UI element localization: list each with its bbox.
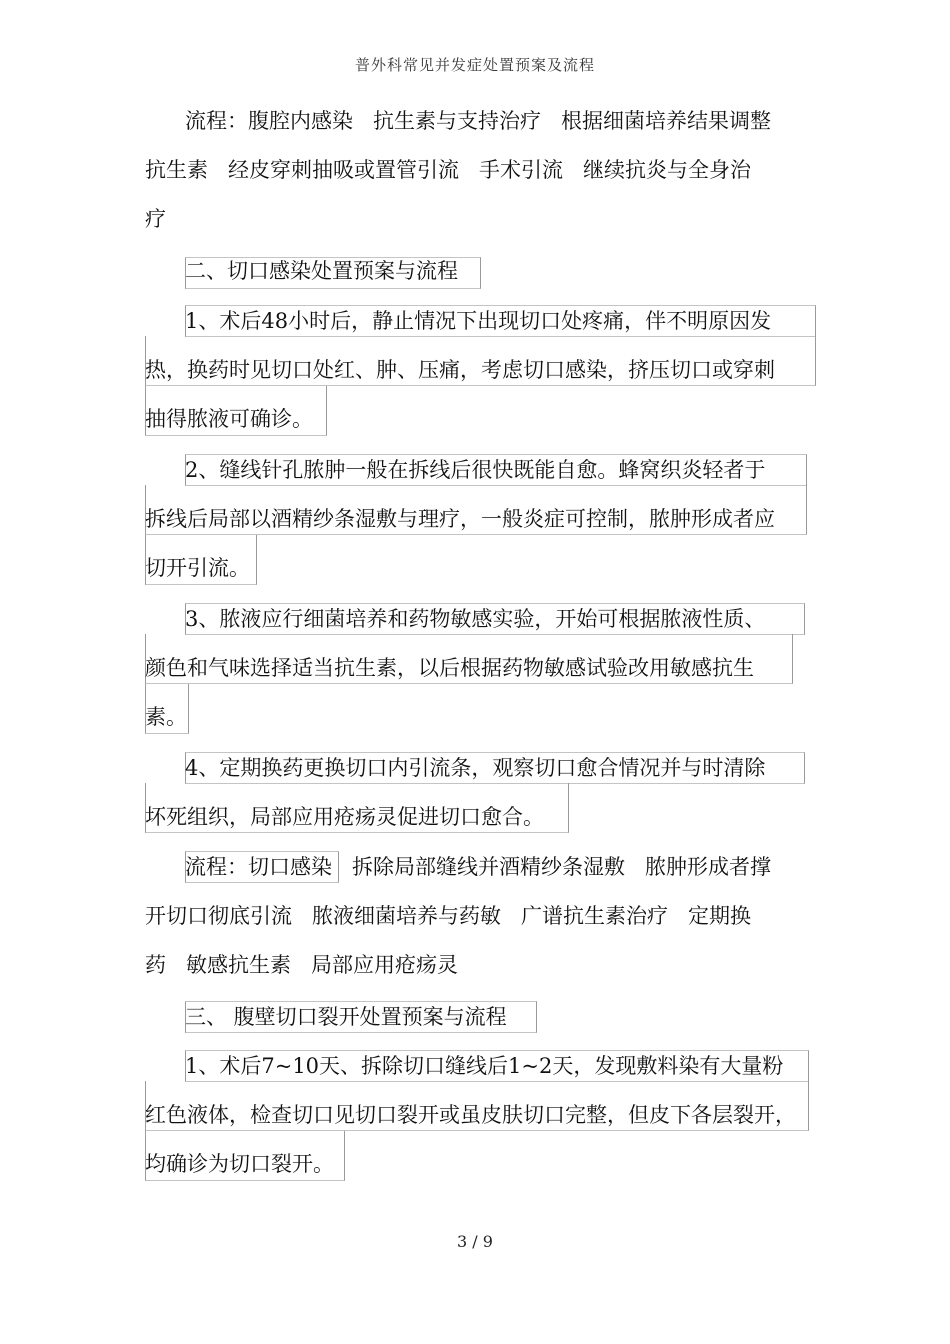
flow2-step: 开切口彻底引流 [145,904,292,928]
paragraph-line: 4、定期换药更换切口内引流条，观察切口愈合情况并与时清除 [185,756,766,780]
flow2-line-3 [145,951,458,979]
paragraph-line: 1、术后48小时后，静止情况下出现切口处疼痛，伴不明原因发 [185,309,772,333]
paragraph-line: 素。 [145,705,187,729]
paragraph-line: 颜色和气味选择适当抗生素，以后根据药物敏感试验改用敏感抗生 [145,656,754,680]
flow2-step: 药 [145,953,166,977]
paragraph-line: 切开引流。 [145,556,250,580]
paragraph-line: 坏死组织，局部应用疮疡灵促进切口愈合。 [145,805,544,829]
flow2-step: 拆除局部缝线并酒精纱条湿敷 [352,855,625,879]
paragraph-line: 均确诊为切口裂开。 [145,1152,334,1176]
flow1-line-1 [185,107,771,135]
flow2-step: 流程：切口感染 [185,855,332,879]
flow1-line-2 [145,156,751,184]
flow1-step: 抗生素与支持治疗 [373,109,541,133]
paragraph-line: 抽得脓液可确诊。 [145,407,313,431]
flow1-step: 手术引流 [479,158,563,182]
flow2-step: 脓液细菌培养与药敏 [312,904,501,928]
paragraph-line: 2、缝线针孔脓肿一般在拆线后很快既能自愈。蜂窝织炎轻者于 [185,458,766,482]
page-number: 3 / 9 [457,1232,493,1251]
flow2-step: 局部应用疮疡灵 [311,953,458,977]
flow2-line-2 [145,902,751,930]
section-heading: 三、 腹壁切口裂开处置预案与流程 [185,1005,507,1029]
flow1-step: 继续抗炎与全身治 [583,158,751,182]
paragraph-line: 1、术后7~10天、拆除切口缝线后1~2天，发现敷料染有大量粉 [185,1054,784,1078]
flow1-line-3: 疗 [145,207,166,231]
paragraph-line: 3、脓液应行细菌培养和药物敏感实验，开始可根据脓液性质、 [185,607,766,631]
section-heading: 二、切口感染处置预案与流程 [185,259,458,283]
flow1-step: 抗生素 [145,158,208,182]
flow1-step: 经皮穿刺抽吸或置管引流 [228,158,459,182]
flow2-step: 脓肿形成者撑 [645,855,771,879]
paragraph-line: 拆线后局部以酒精纱条湿敷与理疗，一般炎症可控制，脓肿形成者应 [145,507,775,531]
running-header-title: 普外科常见并发症处置预案及流程 [354,56,595,74]
flow2-step: 定期换 [688,904,751,928]
flow2-step: 广谱抗生素治疗 [521,904,668,928]
flow1-step: 流程：腹腔内感染 [185,109,353,133]
flow1-step: 根据细菌培养结果调整 [561,109,771,133]
flow2-line-1 [185,853,771,881]
paragraph-line: 热，换药时见切口处红、肿、压痛，考虑切口感染，挤压切口或穿刺 [145,358,775,382]
flow2-step: 敏感抗生素 [186,953,291,977]
paragraph-line: 红色液体，检查切口见切口裂开或虽皮肤切口完整，但皮下各层裂开， [145,1103,796,1127]
